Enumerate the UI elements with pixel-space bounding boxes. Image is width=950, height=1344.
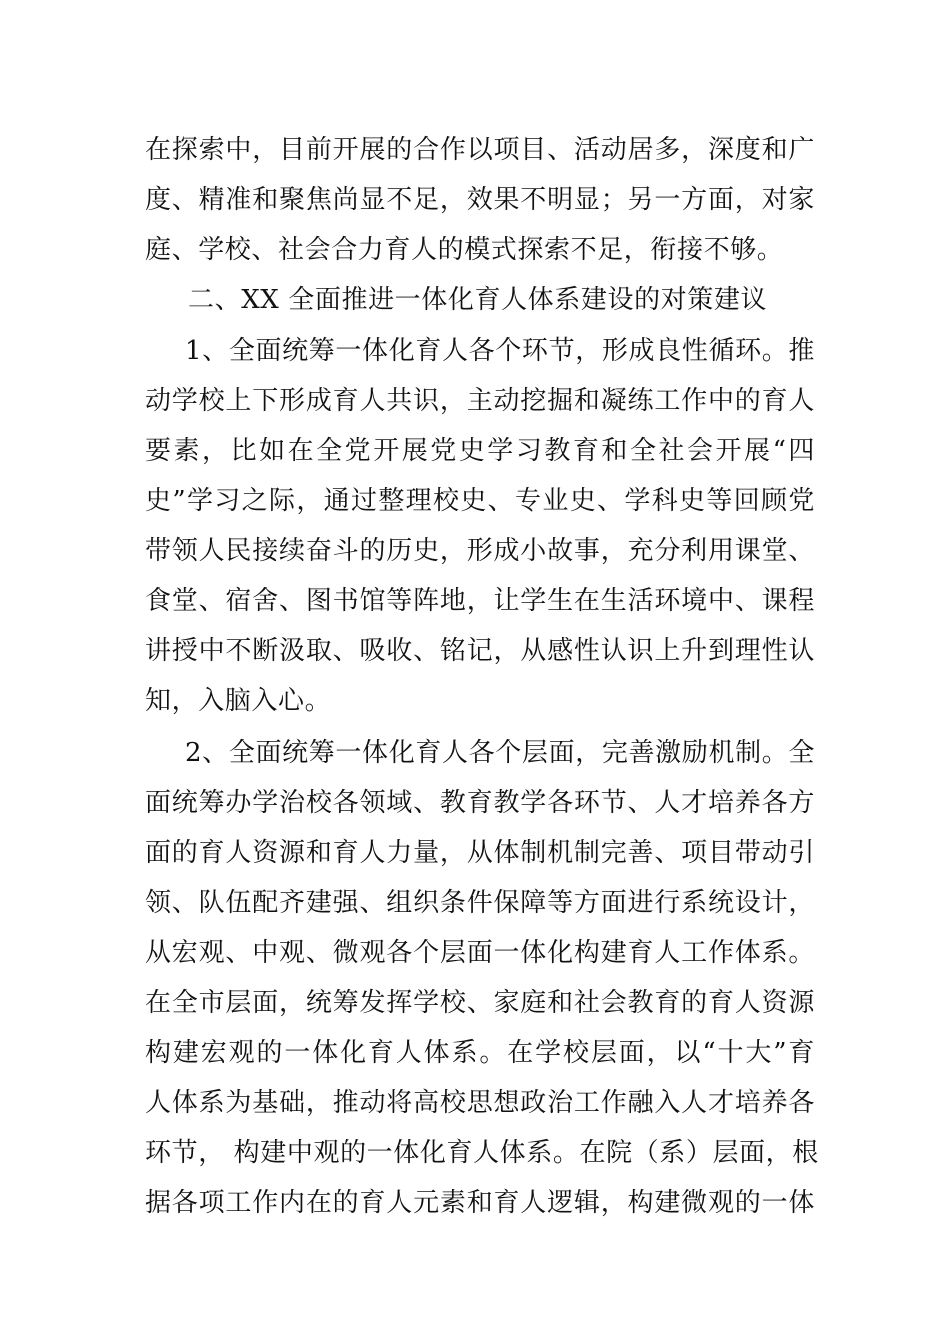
text-line: 度、精准和聚焦尚显不足，效果不明显；另一方面，对家 <box>145 185 815 215</box>
numbered-item-start: 1、全面统筹一体化育人各个环节，形成良性循环。推 <box>185 336 815 366</box>
text-line: 面的育人资源和育人力量，从体制机制完善、项目带动引 <box>145 838 815 868</box>
section-heading: 二、XX 全面推进一体化育人体系建设的对策建议 <box>188 285 768 315</box>
text-line: 知，入脑入心。 <box>145 686 332 716</box>
text-line: 环节， 构建中观的一体化育人体系。在院（系）层面，根 <box>145 1138 819 1168</box>
text-line: 在全市层面，统筹发挥学校、家庭和社会教育的育人资源 <box>145 988 815 1018</box>
text-line: 构建宏观的一体化育人体系。在学校层面，以“十大”育 <box>145 1038 815 1068</box>
text-line: 动学校上下形成育人共识，主动挖掘和凝练工作中的育人 <box>145 386 815 416</box>
text-line: 带领人民接续奋斗的历史，形成小故事，充分利用课堂、 <box>145 536 815 566</box>
text-line: 面统筹办学治校各领域、教育教学各环节、人才培养各方 <box>145 788 815 818</box>
text-line: 从宏观、中观、微观各个层面一体化构建育人工作体系。 <box>145 938 815 968</box>
text-line: 讲授中不断汲取、吸收、铭记，从感性认识上升到理性认 <box>145 636 815 666</box>
text-line: 人体系为基础，推动将高校思想政治工作融入人才培养各 <box>145 1088 815 1118</box>
text-line: 据各项工作内在的育人元素和育人逻辑，构建微观的一体 <box>145 1188 815 1218</box>
text-line: 庭、学校、社会合力育人的模式探索不足，衔接不够。 <box>145 235 784 265</box>
text-line: 领、队伍配齐建强、组织条件保障等方面进行系统设计， <box>145 888 815 918</box>
text-line: 食堂、宿舍、图书馆等阵地，让学生在生活环境中、课程 <box>145 586 815 616</box>
text-line: 在探索中，目前开展的合作以项目、活动居多，深度和广 <box>145 135 815 165</box>
text-line: 要素，比如在全党开展党史学习教育和全社会开展“四 <box>145 436 815 466</box>
numbered-item-start: 2、全面统筹一体化育人各个层面，完善激励机制。全 <box>185 738 815 768</box>
text-line: 史”学习之际，通过整理校史、专业史、学科史等回顾党 <box>145 486 815 516</box>
